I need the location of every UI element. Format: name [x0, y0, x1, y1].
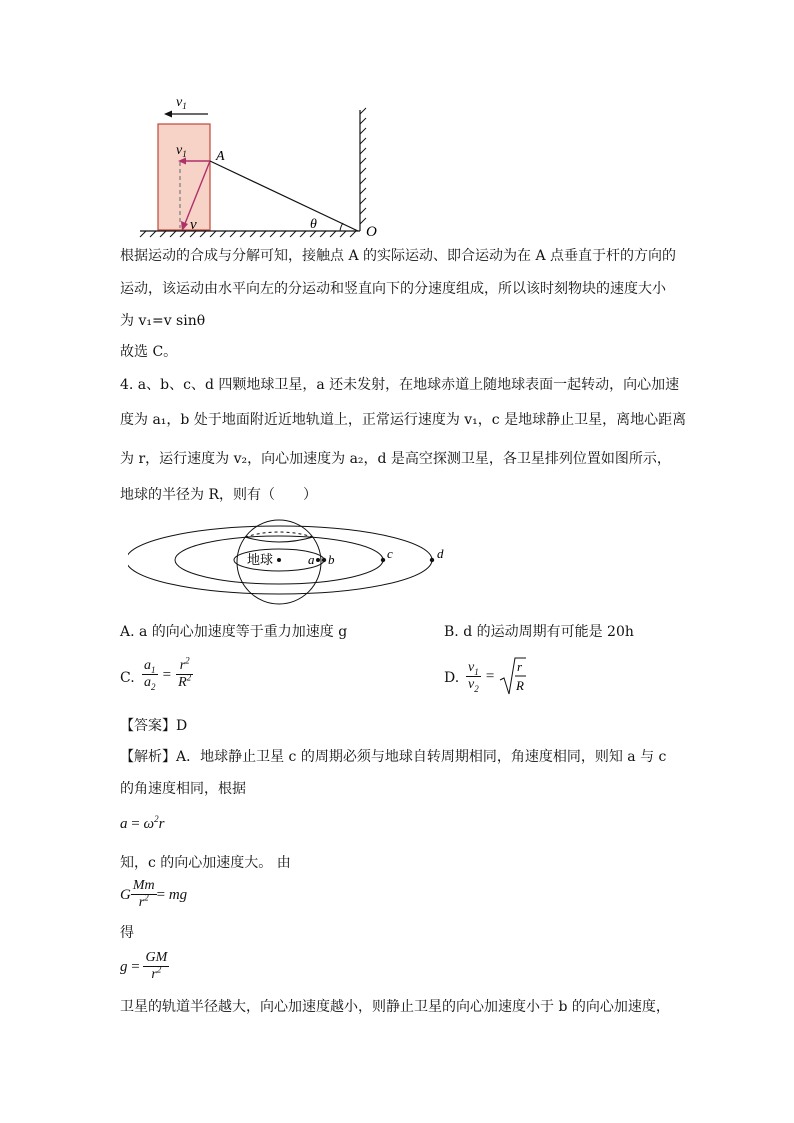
satellite-a-label: a: [308, 552, 315, 567]
v1-inner-label: $v_1$: [176, 143, 187, 159]
v1-top-arrowhead: [164, 111, 172, 118]
answer-line: [120, 716, 187, 736]
analysis-line-5: 卫星的轨道半径越大，向心加速度越小，则静止卫星的向心加速度小于 b 的向心加速度，: [120, 999, 670, 1015]
satellite-b-dot: [322, 558, 326, 562]
satellite-d-dot: [430, 558, 434, 562]
satellite-a-dot: [316, 558, 320, 562]
analysis-text-1: A．地球静止卫星 c 的周期必须与地球自转周期相同，角速度相同，则知 a 与 c: [176, 749, 667, 765]
question4-line-1: 4. a、b、c、d 四颗地球卫星，a 还未发射，在地球赤道上随地球表面一起转动，向心加速: [120, 377, 680, 393]
earth-label: 地球: [247, 553, 274, 568]
answer-value: D: [176, 718, 188, 734]
analysis-line-4: 得: [120, 925, 134, 941]
rod-block-figure: [110, 88, 400, 238]
question4-line-3: 为 r，运行速度为 v₂，向心加速度为 a₂，d 是高空探测卫星，各卫星排列位置如图所示，: [120, 451, 671, 467]
theta-arc: [340, 223, 343, 231]
point-a-label: A: [216, 149, 225, 164]
question4-line-2: 度为 a₁，b 处于地面附近近地轨道上，正常运行速度为 v₁，c 是地球静止卫星，离地心距离: [120, 412, 687, 428]
ground-hatching: [140, 231, 356, 237]
analysis-line-1: [120, 747, 666, 767]
question4-line-4: 地球的半径为 R，则有（ ）: [120, 487, 317, 503]
satellite-c-label: c: [387, 546, 393, 561]
answer-label: 【答案】: [120, 718, 176, 734]
explanation-line-1: 根据运动的合成与分解可知，接触点 A 的实际运动、即合运动为在 A 点垂直于杆的方向的: [120, 248, 677, 264]
satellite-b-label: b: [328, 552, 335, 567]
explanation-line-4: 故选 C。: [120, 344, 178, 360]
option-c-prefix: C.: [120, 670, 135, 686]
satellite-d-label: d: [437, 546, 444, 561]
sqrt-sign: [499, 656, 527, 696]
formula-a-omega2r: $a = \omega^2r$: [120, 814, 165, 832]
earth-center-dot: [277, 558, 281, 562]
svg-text:r: r: [517, 659, 523, 674]
wall-hatching: [360, 108, 366, 224]
block: [158, 124, 210, 230]
rod: [210, 161, 358, 231]
analysis-line-3: 知，c 的向心加速度大。 由: [120, 855, 291, 871]
satellite-orbit-figure: [128, 515, 468, 611]
explanation-line-3: 为 v₁=v sinθ: [120, 313, 206, 329]
formula-gravity-mg: G $\frac{Mm}{r^2}$ = mg: [120, 878, 188, 910]
v-label: v: [190, 217, 197, 233]
explanation-line-2: 运动，该运动由水平向左的分运动和竖直向下的分速度组成，所以该时刻物块的速度大小: [120, 281, 666, 297]
formula-g-gm-r2: g = $\frac{GM}{r^2}$: [120, 950, 168, 982]
option-a: A. a 的向心加速度等于重力加速度 g: [120, 624, 348, 640]
theta-label: θ: [310, 217, 317, 232]
earth-latitude-solid: [245, 537, 313, 542]
option-d-prefix: D.: [444, 670, 460, 686]
analysis-line-2: 的角速度相同，根据: [120, 781, 246, 797]
option-b: B. d 的运动周期有可能是 20h: [444, 624, 634, 640]
option-d-formula: $\frac{v_1}{v_2}$ = r R: [466, 656, 527, 696]
analysis-label: 【解析】: [120, 749, 176, 765]
option-c-formula: $\frac{a_1}{a_2}$ = $\frac{r^2}{R^2}$: [144, 655, 192, 692]
svg-text:R: R: [516, 678, 525, 693]
point-o-label: O: [366, 224, 377, 238]
v1-top-label: $v_1$: [176, 95, 187, 111]
satellite-c-dot: [381, 558, 385, 562]
